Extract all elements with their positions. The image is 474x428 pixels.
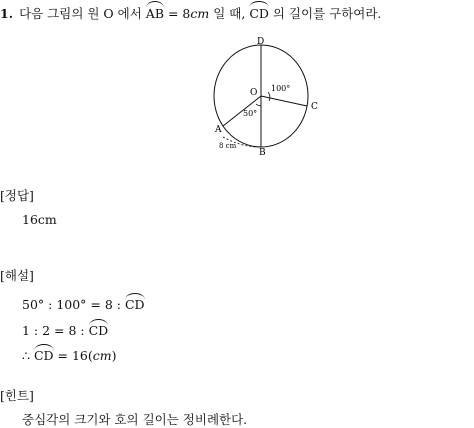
label-a: A xyxy=(215,125,222,135)
solution-line-1-arc: CD xyxy=(125,294,145,312)
solution-line-2-prefix: 1 : 2 = 8 : xyxy=(22,323,89,338)
solution-line-1-prefix: 50° : 100° = 8 : xyxy=(22,297,125,312)
arc-cd: CD xyxy=(249,2,269,23)
solution-line-3-arc: CD xyxy=(34,345,54,363)
problem-eq: = 8 xyxy=(164,6,191,21)
angle-arc-100 xyxy=(268,92,270,101)
circle-figure xyxy=(205,34,325,156)
length-8cm-label: 8 cm xyxy=(219,142,237,150)
solution-line-1 xyxy=(22,294,145,312)
label-b: B xyxy=(259,148,266,156)
problem-text-after: 의 길이를 구하여라. xyxy=(268,6,382,21)
solution-line-2 xyxy=(22,320,108,338)
hint-text: 중심각의 크기와 호의 길이는 정비례한다. xyxy=(22,412,248,427)
label-d: D xyxy=(257,37,265,47)
angle-100-label: 100° xyxy=(271,84,291,93)
circle-diagram xyxy=(205,34,325,156)
solution-line-2-arc: CD xyxy=(89,320,109,338)
problem-text-middle: 일 때, xyxy=(209,6,246,21)
solution-line-3-close: ) xyxy=(111,348,117,363)
therefore-symbol: ∴ xyxy=(22,348,34,363)
solution-line-3 xyxy=(22,345,116,363)
hint-label: [힌트] xyxy=(0,388,34,403)
answer-label: [정답] xyxy=(0,188,34,203)
problem-number: 1. xyxy=(0,6,14,21)
label-c: C xyxy=(311,102,318,112)
solution-line-3-unit: cm xyxy=(92,348,112,363)
solution-line-3-eq: = 16( xyxy=(53,348,93,363)
angle-arc-50 xyxy=(256,104,261,106)
radius-oc xyxy=(261,96,307,106)
problem-text-before: 다음 그림의 원 O 에서 xyxy=(19,6,142,21)
answer-value: 16cm xyxy=(22,212,57,227)
problem-statement xyxy=(0,2,381,23)
angle-50-label: 50° xyxy=(243,109,258,118)
problem-unit: cm xyxy=(190,6,210,21)
label-o: O xyxy=(250,88,258,98)
arc-ab: AB xyxy=(146,2,164,23)
solution-label: [해설] xyxy=(0,268,34,283)
